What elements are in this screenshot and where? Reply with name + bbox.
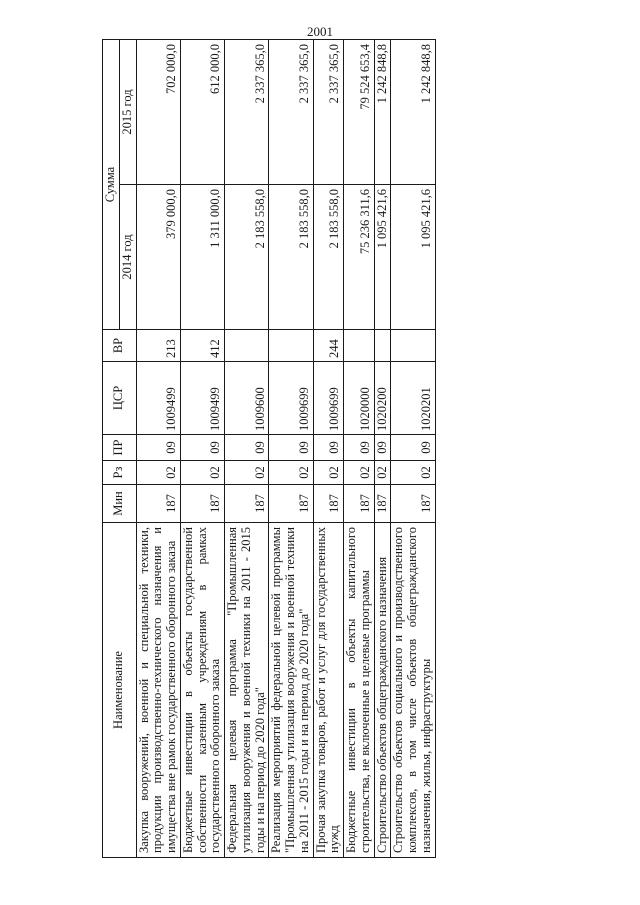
row-rz: 02 [313, 461, 344, 485]
row-sum-2014: 1 095 421,6 [391, 185, 435, 330]
row-sum-2015: 612 000,0 [180, 40, 224, 185]
row-min: 187 [269, 485, 313, 523]
table-row [313, 40, 344, 858]
table-row [391, 40, 435, 858]
row-min: 187 [225, 485, 269, 523]
row-csr: 1009699 [269, 362, 313, 435]
row-vr: 412 [180, 330, 224, 362]
row-sum-2014: 1 095 421,6 [374, 185, 391, 330]
header-year-2015: 2015 год [119, 40, 136, 185]
row-sum-2014: 2 183 558,0 [313, 185, 344, 330]
table-header-row [103, 40, 120, 858]
row-vr [344, 330, 375, 362]
row-csr: 1020200 [374, 362, 391, 435]
row-min: 187 [374, 485, 391, 523]
row-sum-2015: 2 337 365,0 [313, 40, 344, 185]
row-min: 187 [136, 485, 180, 523]
row-csr: 1009499 [136, 362, 180, 435]
row-min: 187 [344, 485, 375, 523]
row-sum-2014: 1 311 000,0 [180, 185, 224, 330]
table-row [180, 40, 224, 858]
header-rz: Рз [103, 461, 137, 485]
row-name: Закупка вооружений, военной и специальной техники, продукции производственно-технического назначения и имущества вне рамок государственного оборонного заказа [136, 523, 180, 858]
row-name: Строительство объектов общегражданского назначения [374, 523, 391, 858]
row-rz: 02 [225, 461, 269, 485]
row-csr: 1009699 [313, 362, 344, 435]
row-pr: 09 [136, 435, 180, 461]
row-sum-2015: 1 242 848,8 [374, 40, 391, 185]
page-number: 2001 [307, 24, 333, 39]
header-csr: ЦСР [103, 362, 137, 435]
row-csr: 1020201 [391, 362, 435, 435]
row-sum-2015: 79 524 653,4 [344, 40, 375, 185]
header-name: Наименование [103, 523, 137, 858]
row-rz: 02 [269, 461, 313, 485]
row-vr [391, 330, 435, 362]
row-vr [225, 330, 269, 362]
header-sum: Сумма [103, 40, 120, 330]
row-name: Прочая закупка товаров, работ и услуг для государственных нужд [313, 523, 344, 858]
row-pr: 09 [313, 435, 344, 461]
row-min: 187 [391, 485, 435, 523]
row-name: Бюджетные инвестиции в объекты капитального строительства, не включенные в целевые программы [344, 523, 375, 858]
row-rz: 02 [374, 461, 391, 485]
row-sum-2014: 75 236 311,6 [344, 185, 375, 330]
row-sum-2014: 2 183 558,0 [269, 185, 313, 330]
table-row [225, 40, 269, 858]
row-min: 187 [313, 485, 344, 523]
budget-table [102, 39, 436, 858]
row-name: Строительство объектов социального и производственного комплексов, в том числе объектов общегражданского назначения, жилья, инфраструктуры [391, 523, 435, 858]
row-vr [374, 330, 391, 362]
row-pr: 09 [344, 435, 375, 461]
header-year-2014: 2014 год [119, 185, 136, 330]
row-rz: 02 [180, 461, 224, 485]
row-rz: 02 [344, 461, 375, 485]
row-sum-2014: 2 183 558,0 [225, 185, 269, 330]
row-rz: 02 [136, 461, 180, 485]
row-sum-2014: 379 000,0 [136, 185, 180, 330]
row-vr: 213 [136, 330, 180, 362]
row-name: Реализация мероприятий федеральной целевой программы "Промышленная утилизация вооружения и военной техники на 2011 - 2015 годы и на период до 2020 года" [269, 523, 313, 858]
rotated-page-content [102, 40, 527, 858]
row-sum-2015: 702 000,0 [136, 40, 180, 185]
row-sum-2015: 2 337 365,0 [225, 40, 269, 185]
row-sum-2015: 2 337 365,0 [269, 40, 313, 185]
row-vr: 244 [313, 330, 344, 362]
row-vr [269, 330, 313, 362]
row-sum-2015: 1 242 848,8 [391, 40, 435, 185]
header-min: Мин [103, 485, 137, 523]
row-name: Бюджетные инвестиции в объекты государственной собственности казенным учреждениям в рамках государственного оборонного заказа [180, 523, 224, 858]
row-pr: 09 [180, 435, 224, 461]
row-pr: 09 [391, 435, 435, 461]
table-row [136, 40, 180, 858]
row-pr: 09 [269, 435, 313, 461]
table-row [344, 40, 375, 858]
header-vr: ВР [103, 330, 137, 362]
row-rz: 02 [391, 461, 435, 485]
table-row [374, 40, 391, 858]
row-name: Федеральная целевая программа "Промышленная утилизация вооружения и военной техники на 2011 - 2015 годы и на период до 2020 года" [225, 523, 269, 858]
row-pr: 09 [225, 435, 269, 461]
table-row [269, 40, 313, 858]
row-csr: 1009600 [225, 362, 269, 435]
row-csr: 1020000 [344, 362, 375, 435]
row-min: 187 [180, 485, 224, 523]
row-csr: 1009499 [180, 362, 224, 435]
header-pr: ПР [103, 435, 137, 461]
row-pr: 09 [374, 435, 391, 461]
